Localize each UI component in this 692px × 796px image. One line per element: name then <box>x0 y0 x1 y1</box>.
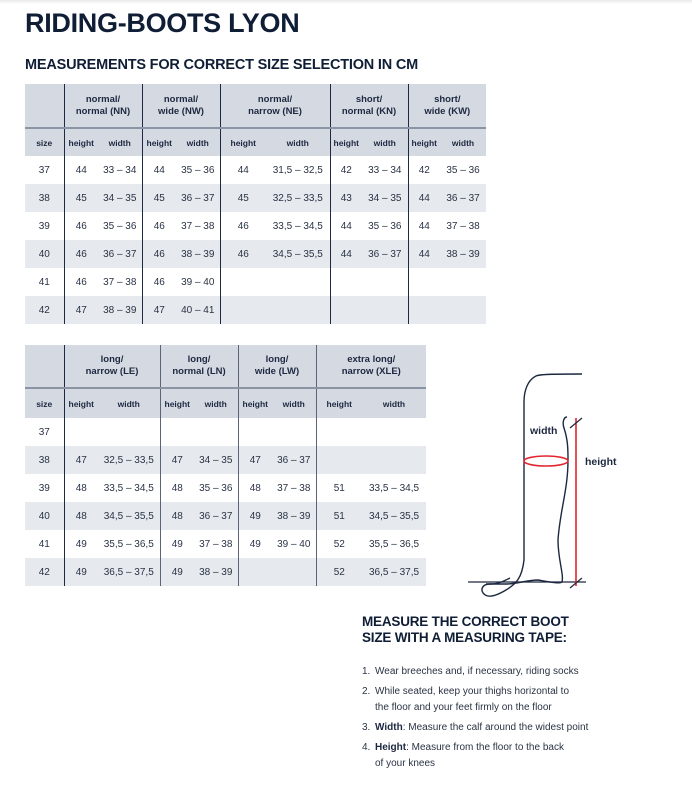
instruction-step <box>362 740 662 772</box>
table-row <box>25 156 486 184</box>
width-cell: 38 – 39 <box>440 240 486 268</box>
size-column-header: size <box>25 128 64 156</box>
width-cell: 38 – 39 <box>272 502 316 530</box>
height-cell: 46 <box>64 268 98 296</box>
size-cell: 40 <box>25 502 64 530</box>
width-cell <box>266 296 330 324</box>
height-cell: 49 <box>160 558 194 586</box>
height-cell: 48 <box>160 474 194 502</box>
width-cell: 38 – 39 <box>98 296 142 324</box>
step-number: 1. <box>362 666 371 677</box>
page-subtitle: MEASUREMENTS FOR CORRECT SIZE SELECTION IN CM <box>25 57 418 73</box>
height-cell: 46 <box>220 240 266 268</box>
height-cell <box>330 296 362 324</box>
height-cell: 44 <box>330 212 362 240</box>
table-row <box>25 446 426 474</box>
width-column-header: width <box>194 388 238 418</box>
width-cell: 35,5 – 36,5 <box>103 538 154 550</box>
height-cell: 44 <box>330 240 362 268</box>
instruction-step <box>362 664 662 680</box>
height-cell <box>316 418 362 446</box>
group-line: narrow (LE) <box>85 366 139 377</box>
height-column-header: height <box>142 128 176 156</box>
step-keyword: Width <box>375 722 403 733</box>
size-cell: 41 <box>38 538 50 550</box>
width-cell: 33,5 – 34,5 <box>368 482 420 494</box>
width-cell: 37 – 38 <box>277 482 311 494</box>
group-header-nn <box>64 84 142 128</box>
height-cell: 48 <box>160 502 194 530</box>
step-text <box>375 740 564 772</box>
height-cell: 47 <box>64 296 98 324</box>
height-cell: 42 <box>330 156 362 184</box>
height-cell <box>64 418 98 446</box>
height-cell: 49 <box>64 530 98 558</box>
width-cell: 37 – 38 <box>446 220 480 232</box>
width-cell: 34,5 – 35,5 <box>362 502 426 530</box>
table-group-header <box>25 345 426 388</box>
size-cell: 39 <box>38 220 50 232</box>
width-cell: 35 – 36 <box>446 164 480 176</box>
step-line: : Measure the calf around the widest point <box>402 722 589 733</box>
width-cell: 36 – 37 <box>176 184 220 212</box>
size-cell: 42 <box>25 296 64 324</box>
group-header-nw <box>142 84 220 128</box>
group-header-ne <box>220 84 330 128</box>
table-row <box>25 474 426 502</box>
height-cell: 51 <box>316 502 362 530</box>
width-column-header: width <box>440 128 486 156</box>
width-cell <box>194 418 238 446</box>
step-line: While seated, keep your thighs horizontal to <box>375 686 569 697</box>
height-cell: 43 <box>330 184 362 212</box>
height-column-header: height <box>316 388 362 418</box>
group-header-ln <box>160 345 238 388</box>
table-row <box>25 418 426 446</box>
group-line: narrow (XLE) <box>341 366 401 377</box>
height-cell: 49 <box>160 530 194 558</box>
width-cell: 37 – 38 <box>199 538 233 550</box>
height-cell: 45 <box>64 184 98 212</box>
width-cell <box>440 296 486 324</box>
group-line: short/ <box>434 93 461 105</box>
size-cell: 38 <box>25 446 64 474</box>
height-cell: 48 <box>238 474 272 502</box>
group-header-xle <box>316 345 426 388</box>
size-header-blank <box>25 84 64 128</box>
width-cell: 36 – 37 <box>362 240 408 268</box>
width-cell <box>272 558 316 586</box>
width-cell: 38 – 39 <box>194 558 238 586</box>
height-column-header: height <box>330 128 362 156</box>
step-number: 4. <box>362 742 371 753</box>
group-line: extra long/ <box>347 354 396 365</box>
height-cell: 48 <box>64 474 98 502</box>
instructions-title <box>362 614 569 646</box>
height-cell <box>238 558 272 586</box>
group-line: wide (LW) <box>254 366 300 377</box>
height-cell <box>330 268 362 296</box>
group-header-le <box>64 345 160 388</box>
height-cell: 46 <box>142 212 176 240</box>
width-cell: 36,5 – 37,5 <box>98 558 160 586</box>
width-cell: 31,5 – 32,5 <box>272 164 323 176</box>
group-line: normal/ <box>85 93 121 105</box>
height-cell: 49 <box>238 502 272 530</box>
table-body <box>25 156 486 324</box>
table-group-header <box>25 84 486 128</box>
size-table-normal-short <box>25 84 486 324</box>
height-column-header: height <box>238 388 272 418</box>
height-column-header: height <box>408 128 440 156</box>
width-cell: 36 – 37 <box>272 446 316 474</box>
leg-back-line <box>482 374 582 596</box>
size-cell: 37 <box>38 164 50 176</box>
instructions-title-line: MEASURE THE CORRECT BOOT <box>362 614 569 629</box>
table-row <box>25 240 486 268</box>
height-cell: 45 <box>220 184 266 212</box>
group-line: normal (NN) <box>75 105 131 117</box>
height-cell <box>238 418 272 446</box>
width-cell: 34,5 – 35,5 <box>266 240 330 268</box>
step-text <box>375 664 579 680</box>
width-cell <box>272 418 316 446</box>
height-cell: 49 <box>64 558 98 586</box>
size-cell: 41 <box>38 276 50 288</box>
height-cell: 48 <box>64 502 98 530</box>
size-table-long <box>25 345 426 586</box>
instructions-title-line: SIZE WITH A MEASURING TAPE: <box>362 630 567 645</box>
width-cell <box>266 268 330 296</box>
top-shade <box>0 0 692 4</box>
table-row <box>25 268 486 296</box>
step-keyword: Height <box>375 742 407 753</box>
height-cell: 46 <box>64 212 98 240</box>
step-number: 2. <box>362 686 371 697</box>
height-cell: 46 <box>220 212 266 240</box>
width-cell: 36,5 – 37,5 <box>362 558 426 586</box>
height-cell: 46 <box>64 240 98 268</box>
height-cell <box>220 268 266 296</box>
size-cell: 39 <box>38 482 50 494</box>
height-column-header: height <box>64 128 98 156</box>
step-line: : Measure from the floor to the back <box>406 742 564 753</box>
width-cell <box>362 446 426 474</box>
page-title: RIDING-BOOTS LYON <box>25 8 300 38</box>
table-row <box>25 212 486 240</box>
size-cell: 37 <box>38 426 50 438</box>
width-cell: 36 – 37 <box>98 240 142 268</box>
group-header-kw <box>408 84 486 128</box>
step-line: Wear breeches and, if necessary, riding socks <box>375 666 579 677</box>
height-label: height <box>585 456 617 468</box>
height-cell: 44 <box>142 156 176 184</box>
width-column-header: width <box>362 128 408 156</box>
size-cell: 40 <box>25 240 64 268</box>
width-cell: 35,5 – 36,5 <box>368 538 420 550</box>
height-cell: 47 <box>64 446 98 474</box>
width-cell <box>362 418 426 446</box>
step-number: 3. <box>362 722 371 733</box>
width-cell: 34 – 35 <box>362 184 408 212</box>
width-cell: 38 – 39 <box>176 240 220 268</box>
width-column-header: width <box>176 128 220 156</box>
width-cell: 36 – 37 <box>194 502 238 530</box>
width-cell: 35 – 36 <box>103 220 137 232</box>
table-row <box>25 558 426 586</box>
boot-leg-diagram <box>440 360 660 600</box>
width-cell <box>440 268 486 296</box>
group-header-lw <box>238 345 316 388</box>
width-cell: 33 – 34 <box>103 164 137 176</box>
height-cell <box>408 296 440 324</box>
height-cell: 46 <box>142 268 176 296</box>
height-column-header: height <box>160 388 194 418</box>
table-row <box>25 502 426 530</box>
size-cell: 42 <box>25 558 64 586</box>
group-header-kn <box>330 84 408 128</box>
width-cell: 37 – 38 <box>181 220 215 232</box>
height-cell: 44 <box>64 156 98 184</box>
width-column-header: width <box>98 128 142 156</box>
height-column-header: height <box>64 388 98 418</box>
width-cell: 35 – 36 <box>181 164 215 176</box>
height-cell: 49 <box>238 530 272 558</box>
width-cell: 35 – 36 <box>368 220 402 232</box>
width-cell: 35 – 36 <box>199 482 233 494</box>
group-line: short/ <box>355 93 383 105</box>
height-cell <box>160 418 194 446</box>
height-cell <box>220 296 266 324</box>
width-cell: 33,5 – 34,5 <box>272 220 323 232</box>
height-cell: 52 <box>316 530 362 558</box>
group-line: long/ <box>265 354 289 365</box>
step-text <box>375 684 569 716</box>
width-cell: 32,5 – 33,5 <box>98 446 160 474</box>
table-body <box>25 418 426 586</box>
height-cell: 44 <box>220 156 266 184</box>
instruction-step <box>362 720 662 736</box>
width-column-header: width <box>272 388 316 418</box>
size-header-blank <box>25 345 64 388</box>
width-column-header: width <box>98 388 160 418</box>
table-row <box>25 530 426 558</box>
size-column-header: size <box>25 388 64 418</box>
group-line: normal/ <box>163 93 199 105</box>
height-cell <box>316 446 362 474</box>
width-cell: 34,5 – 35,5 <box>98 502 160 530</box>
table-column-header <box>25 388 426 418</box>
table-row <box>25 184 486 212</box>
width-cell: 34 – 35 <box>98 184 142 212</box>
height-cell: 52 <box>316 558 362 586</box>
leg-outline-icon <box>440 360 660 600</box>
instructions-list <box>362 664 662 776</box>
height-column-header: height <box>220 128 266 156</box>
height-cell <box>408 268 440 296</box>
height-cell: 47 <box>160 446 194 474</box>
step-text <box>375 720 588 736</box>
width-cell: 34 – 35 <box>194 446 238 474</box>
width-cell: 39 – 40 <box>277 538 311 550</box>
width-cell: 32,5 – 33,5 <box>266 184 330 212</box>
group-line: normal (LN) <box>172 366 226 377</box>
width-cell <box>362 296 408 324</box>
height-cell: 44 <box>408 240 440 268</box>
step-line: the floor and your feet firmly on the floor <box>375 702 552 713</box>
height-cell: 42 <box>408 156 440 184</box>
group-line: normal (KN) <box>341 105 397 117</box>
group-line: long/ <box>100 354 124 365</box>
width-column-header: width <box>266 128 330 156</box>
width-cell: 33,5 – 34,5 <box>103 482 154 494</box>
step-line: of your knees <box>375 758 436 769</box>
width-measure-ellipse <box>524 456 568 466</box>
width-cell <box>362 268 408 296</box>
width-label: width <box>530 425 558 437</box>
width-cell: 37 – 38 <box>103 276 137 288</box>
width-column-header: width <box>362 388 426 418</box>
group-line: normal/ <box>257 93 293 105</box>
height-cell: 45 <box>142 184 176 212</box>
group-line: wide (KW) <box>424 105 471 117</box>
table-row <box>25 296 486 324</box>
width-cell: 39 – 40 <box>181 276 215 288</box>
group-line: wide (NW) <box>158 105 204 117</box>
height-cell: 44 <box>408 212 440 240</box>
height-cell: 51 <box>316 474 362 502</box>
width-cell <box>98 418 160 446</box>
height-cell: 44 <box>408 184 440 212</box>
instruction-step <box>362 684 662 716</box>
width-cell: 40 – 41 <box>176 296 220 324</box>
leg-front-line <box>486 417 568 584</box>
height-cell: 47 <box>142 296 176 324</box>
group-line: narrow (NE) <box>248 105 302 117</box>
table-column-header <box>25 128 486 156</box>
height-cell: 46 <box>142 240 176 268</box>
group-line: long/ <box>187 354 211 365</box>
height-cell: 47 <box>238 446 272 474</box>
width-cell: 36 – 37 <box>440 184 486 212</box>
size-cell: 38 <box>25 184 64 212</box>
width-cell: 33 – 34 <box>368 164 402 176</box>
